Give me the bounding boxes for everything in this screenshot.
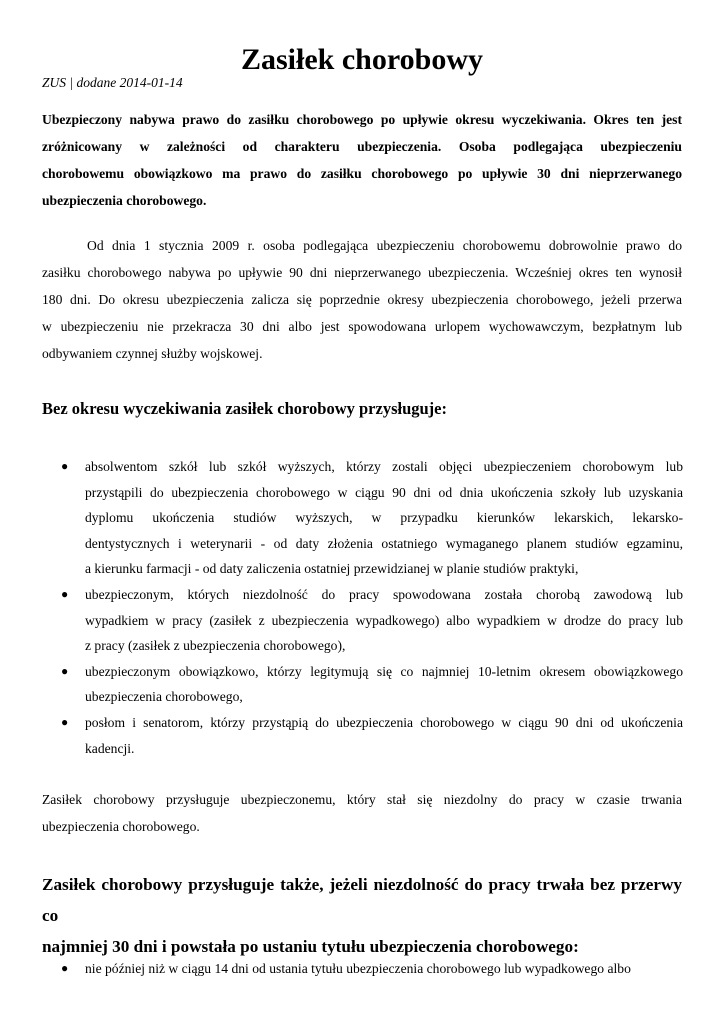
paragraph-line: w ubezpieczeniu nie przekracza 30 dni albo jest spowodowana urlopem wychowawczym, bezpłatnym lub [42,319,682,334]
list-item [0,710,683,761]
lead-line: chorobowemu obowiązkowo ma prawo do zasiłku chorobowego po upływie 30 dni nieprzerwanego [42,166,682,181]
paragraph-line: zasiłku chorobowego nabywa po upływie 90 dni nieprzerwanego ubezpieczenia. Wcześniej okres ten wynosił [42,265,682,280]
heading-line: Zasiłek chorobowy przysługuje także, jeżeli niezdolność do pracy trwała bez przerwy co [42,875,682,925]
bullet-icon: ● [61,714,69,729]
section-heading-no-waiting: Bez okresu wyczekiwania zasiłek chorobowy przysługuje: [42,399,447,418]
heading-line: najmniej 30 dni i powstała po ustaniu tytułu ubezpieczenia chorobowego: [42,937,579,956]
paragraph-line: Od dnia 1 stycznia 2009 r. osoba podlegająca ubezpieczeniu chorobowemu dobrowolnie prawo do [87,238,682,253]
paragraph-line: Zasiłek chorobowy przysługuje ubezpieczonemu, który stał się niezdolny do pracy w czasie trwania [42,792,682,807]
source-date-meta: ZUS | dodane 2014-01-14 [42,75,183,90]
list-item-line: dyplomu ukończenia studiów wyższych, w przypadku kierunków lekarskich, lekarsko- [85,510,683,526]
after-insurance-list [0,956,724,982]
list-item-line: ubezpieczenia chorobowego, [85,689,243,705]
lead-line: zróżnicowany w zależności od charakteru ubezpieczenia. Osoba podlegająca ubezpieczeniu [42,139,682,154]
body-paragraph-voluntary [42,232,682,367]
lead-line: Ubezpieczony nabywa prawo do zasiłku chorobowego po upływie okresu wyczekiwania. Okres ten jest [42,112,682,127]
list-item-line: absolwentom szkół lub szkół wyższych, którzy zostali objęci ubezpieczeniem chorobowym lub [85,459,683,474]
list-item-line: przystąpili do ubezpieczenia chorobowego w ciągu 90 dni od dnia ukończenia szkoły lub uzyskania [85,484,683,500]
list-item [0,454,683,582]
body-paragraph-entitlement [42,786,682,840]
list-item-line: wypadkiem w pracy (zasiłek z ubezpieczenia wypadkowego) albo wypadkiem w drodze do pracy lub [85,612,683,628]
bullet-icon: ● [61,459,69,473]
bullet-icon: ● [61,586,69,601]
list-item-line: posłom i senatorom, którzy przystąpią do ubezpieczenia chorobowego w ciągu 90 dni od ukończenia [85,714,683,730]
lead-paragraph [42,106,682,214]
bullet-icon: ● [61,961,69,975]
lead-line: ubezpieczenia chorobowego. [42,193,207,208]
list-item-text: nie później niż w ciągu 14 dni od ustania tytułu ubezpieczenia chorobowego lub wypadkowego albo [85,961,631,976]
list-item-line: ubezpieczonym obowiązkowo, którzy legitymują się co najmniej 10-letnim okresem obowiązkowego [85,663,683,679]
no-waiting-list [0,454,724,761]
list-item [0,582,683,659]
list-item-line: a kierunku farmacji - od daty zaliczenia ostatniej przewidzianej w planie studiów praktyki, [85,561,579,577]
list-item-line: ubezpieczonym, których niezdolność do pracy spowodowana została chorobą zawodową lub [85,586,683,602]
paragraph-line: odbywaniem czynnej służby wojskowej. [42,346,263,361]
paragraph-line: 180 dni. Do okresu ubezpieczenia zalicza się poprzednie okresy ubezpieczenia chorobowego, jeżeli przerwa [42,292,682,307]
list-item [0,659,683,710]
list-item [0,956,683,982]
section-heading-after-insurance [42,869,682,962]
list-item-line: dentystycznych i weterynarii - od daty złożenia ostatniego wymaganego planem studiów egzaminu, [85,535,683,551]
list-item-line: z pracy (zasiłek z ubezpieczenia chorobowego), [85,638,346,654]
paragraph-line: ubezpieczenia chorobowego. [42,819,200,834]
bullet-icon: ● [61,663,69,678]
page-title: Zasiłek chorobowy [241,43,483,76]
list-item-line: kadencji. [85,740,135,756]
